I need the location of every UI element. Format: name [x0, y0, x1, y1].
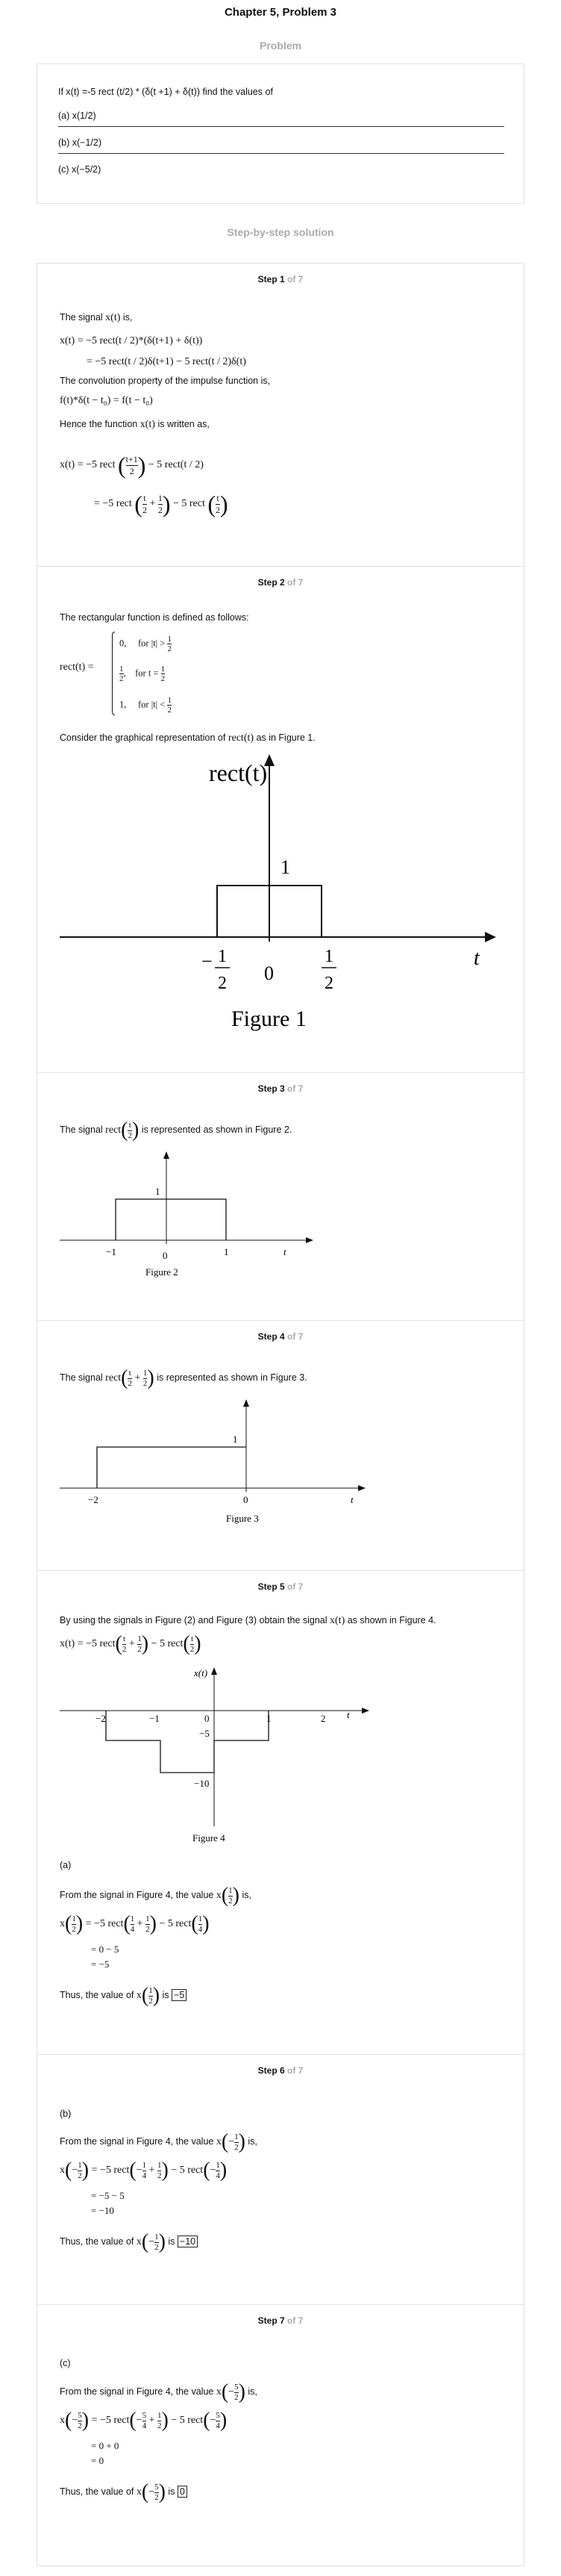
figure-3: [52, 1395, 366, 1559]
part-label: (a): [60, 1860, 72, 1870]
tick-label: 0: [243, 1494, 248, 1505]
equation: x(t) = −5 rect( $\frac{t}{2}$ + $\frac{1}{2}$ ) − 5 rect( $\frac{t}{2}$ ): [60, 1632, 201, 1655]
x-label: t: [351, 1494, 354, 1505]
tick-label: 2: [321, 1713, 326, 1724]
equation: rect(t) =: [60, 662, 94, 673]
figure-4: [52, 1666, 380, 1860]
problem-part-b: (b) x(−1/2): [58, 137, 102, 148]
divider: [58, 153, 504, 154]
problem-part-a: (a) x(1/2): [58, 111, 96, 121]
case-2: $\frac{1}{2}$ , for t = $\frac{1}{2}$: [119, 665, 166, 684]
svg-text:2: 2: [325, 974, 333, 993]
equation: = −5 rect ( $\frac{t}{2}$ + $\frac{1}{2}$ ) − 5 rect ( $\frac{t}{2}$ ): [94, 491, 228, 517]
part-label: (b): [60, 2109, 72, 2119]
figure-1: [52, 751, 515, 1065]
svg-text:2: 2: [218, 974, 227, 993]
height-label: 1: [233, 1434, 238, 1445]
figure-caption: Figure 3: [226, 1513, 259, 1524]
step-heading: Step 6 of 7: [257, 2065, 304, 2076]
tick-label: −2: [88, 1494, 98, 1505]
step-6: [37, 2054, 524, 2304]
tick-label: −2: [95, 1713, 106, 1724]
figure-caption: Figure 4: [192, 1832, 225, 1844]
x-label: t: [347, 1709, 350, 1720]
step-heading: Step 3 of 7: [257, 1083, 304, 1094]
step-7: [37, 2304, 524, 2567]
divider: [58, 126, 504, 127]
tick-label: 0: [163, 1250, 168, 1261]
tick-left-num: 1: [218, 947, 227, 966]
step-heading: Step 5 of 7: [257, 1581, 304, 1592]
problem-card: [37, 63, 524, 204]
answer-box: −5: [172, 1989, 187, 2001]
step-text: By using the signals in Figure (2) and Figure (3) obtain the signal x(t) as shown in Figure 4.: [60, 1615, 436, 1626]
step-text: The convolution property of the impulse function is,: [60, 376, 271, 386]
step-heading: Step 7 of 7: [257, 2315, 304, 2326]
step-heading: Step 2 of 7: [257, 577, 304, 588]
equation: x(t) = −5 rect(t / 2)*(δ(t+1) + δ(t)): [60, 335, 203, 346]
tick-label: 1: [224, 1246, 229, 1257]
solution-label: Step-by-step solution: [227, 226, 334, 238]
equation: = −10: [91, 2205, 114, 2216]
case-3: 1, for |t| < $\frac{1}{2}$: [119, 696, 172, 715]
equation: = 0 − 5: [91, 1944, 119, 1955]
equation: f(t)*δ(t − t₀) = f(t − t₀): [60, 395, 153, 406]
x-label: t: [283, 1246, 286, 1257]
step-4: [37, 1320, 524, 1570]
problem-label: Problem: [259, 40, 301, 52]
step-text: From the signal in Figure 4, the value x(− $\frac{1}{2}$ ) is,: [60, 2130, 257, 2153]
step-heading: Step 4 of 7: [257, 1331, 304, 1342]
equation: x(t) = −5 rect ( $\frac{t+1}{2}$ ) − 5 rect(t / 2): [60, 452, 204, 479]
tick-zero: 0: [264, 962, 274, 984]
x-axis-arrow: [485, 932, 496, 942]
problem-statement: If x(t) =-5 rect (t/2) * (δ(t +1) + δ(t)) find the values of: [58, 87, 273, 97]
step-text: From the signal in Figure 4, the value x( $\frac{1}{2}$ ) is,: [60, 1884, 251, 1907]
answer-line: Thus, the value of x(− $\frac{5}{2}$ ) is 0: [60, 2482, 187, 2503]
step-heading: Step 1 of 7: [257, 274, 304, 284]
tick-left-minus: −: [201, 951, 213, 972]
tick-label: −1: [106, 1246, 116, 1257]
height-label: 1: [155, 1186, 160, 1197]
equation: x( $\frac{1}{2}$ ) = −5 rect( $\frac{1}{4}$ + $\frac{1}{2}$ ) − 5 rect( $\frac{1}{4}$ ): [60, 1912, 210, 1935]
equation: = −5 rect(t / 2)δ(t+1) − 5 rect(t / 2)δ(t): [87, 356, 246, 367]
step-text: From the signal in Figure 4, the value x(− $\frac{5}{2}$ ) is,: [60, 2380, 257, 2404]
x-label: t: [474, 947, 480, 970]
step-text: The signal x(t) is,: [60, 312, 133, 323]
figure-caption: Figure 2: [145, 1266, 178, 1278]
answer-box: 0: [178, 2486, 187, 2498]
height-label: 1: [280, 856, 290, 878]
answer-line: Thus, the value of x( $\frac{1}{2}$ ) is −5: [60, 1985, 187, 2006]
equation: = −5: [91, 1959, 110, 1970]
tick-right-num: 1: [325, 947, 333, 966]
equation: x(− $\frac{5}{2}$ ) = −5 rect(− $\frac{5}{4}$ + $\frac{1}{2}$ ) − 5 rect(− $\frac{5}{4}$ ): [60, 2409, 228, 2432]
figure-2: [52, 1147, 336, 1319]
equation: = 0: [91, 2455, 104, 2466]
brace: [112, 632, 115, 715]
tick-label: 1: [266, 1713, 272, 1724]
step-3: [37, 1072, 524, 1320]
y-label: x(t): [194, 1667, 208, 1679]
answer-box: −10: [178, 2236, 198, 2247]
answer-line: Thus, the value of x(− $\frac{1}{2}$ ) is −10: [60, 2232, 198, 2253]
step-5: [37, 1570, 524, 2054]
equation: = 0 + 0: [91, 2440, 119, 2451]
equation: x(− $\frac{1}{2}$ ) = −5 rect(− $\frac{1}{4}$ + $\frac{1}{2}$ ) − 5 rect(− $\frac{1}{4}$ ): [60, 2159, 228, 2182]
part-label: (c): [60, 2358, 71, 2368]
tick-label: −10: [194, 1778, 210, 1789]
step-2: [37, 566, 524, 1072]
step-text: The rectangular function is defined as follows:: [60, 612, 249, 623]
problem-part-c: (c) x(−5/2): [58, 164, 101, 175]
case-1: 0, for |t| > $\frac{1}{2}$: [119, 635, 172, 654]
equation: = −5 − 5: [91, 2190, 125, 2201]
step-1: [37, 264, 524, 566]
tick-label: −5: [199, 1728, 210, 1739]
tick-label: −1: [149, 1713, 160, 1724]
figure-caption: Figure 1: [231, 1007, 307, 1031]
step-text: The signal rect( $\frac{t}{2}$ ) is represented as shown in Figure 2.: [60, 1119, 292, 1142]
tick-label: 0: [204, 1713, 210, 1724]
step-text: The signal rect( $\frac{t}{2}$ + $\frac{1}{2}$ ) is represented as shown in Figure 3.: [60, 1366, 307, 1390]
step-text: Consider the graphical representation of rect(t) as in Figure 1.: [60, 732, 316, 744]
step-text: Hence the function x(t) is written as,: [60, 419, 210, 430]
solution-card: [37, 263, 524, 2566]
y-label: rect(t): [209, 759, 268, 786]
page-title: Chapter 5, Problem 3: [224, 6, 337, 19]
